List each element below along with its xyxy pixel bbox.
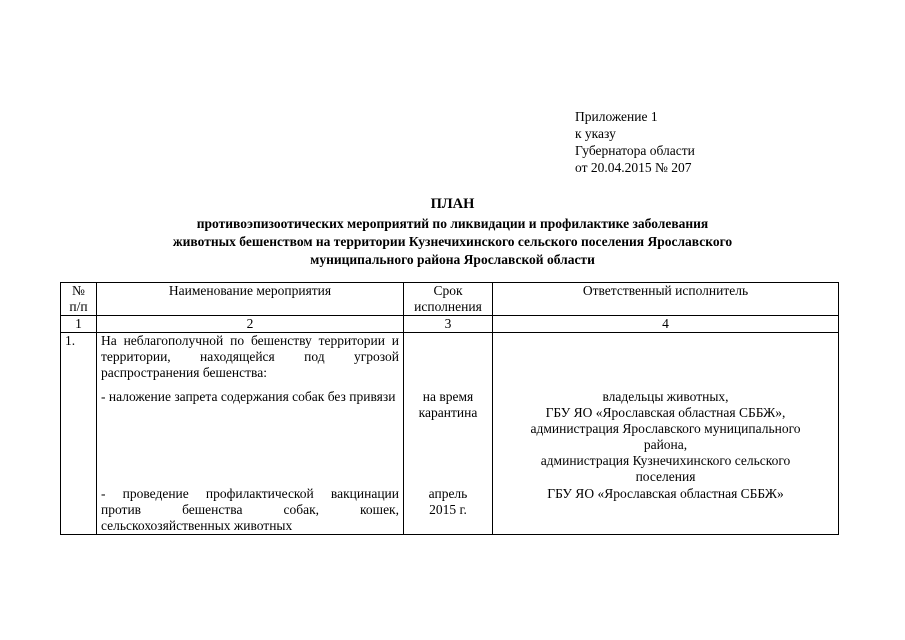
header-term: Срок исполнения (404, 283, 493, 316)
term-text: апрель (428, 486, 468, 501)
term-cell (404, 333, 493, 535)
measure-cell (97, 333, 404, 535)
table-row (61, 333, 839, 535)
document-subtitle-line: муниципального района Ярославской области (310, 252, 595, 267)
measure-intro: На неблагополучной по бешенству территории и территории, находящейся под угрозой распространения бешенства: (101, 333, 399, 380)
appendix-block (575, 108, 695, 176)
appendix-line: к указу (575, 126, 616, 141)
measure-item-vaccination: - проведение профилактической вакцинации против бешенства собак, кошек, сельскохозяйственных животных (101, 486, 399, 533)
executor-cell (493, 333, 839, 535)
index-cell: 4 (493, 316, 839, 333)
executor-text: района, (643, 437, 688, 452)
index-cell: 3 (404, 316, 493, 333)
table-index-row (61, 316, 839, 333)
executor-text: ГБУ ЯО «Ярославская областная СББЖ», (545, 405, 786, 420)
header-executor: Ответственный исполнитель (493, 283, 839, 316)
document-subtitle-line: противоэпизоотических мероприятий по ликвидации и профилактике заболевания (196, 216, 709, 231)
table-header-row (61, 283, 839, 316)
executor-text: ГБУ ЯО «Ярославская областная СББЖ» (547, 486, 784, 501)
index-cell: 2 (97, 316, 404, 333)
document-title-block (0, 195, 905, 269)
executor-text: администрация Кузнечихинского сельского (540, 453, 791, 468)
executor-text: владельцы животных, (602, 389, 729, 404)
appendix-date-line: от 20.04.2015 № 207 (575, 160, 692, 175)
row-number: 1. (61, 333, 97, 535)
executor-text: поселения (635, 469, 696, 484)
plan-table (60, 282, 839, 535)
term-text: на время (422, 389, 474, 404)
document-subtitle-line: животных бешенством на территории Кузнечихинского сельского поселения Ярославского (172, 234, 733, 249)
appendix-line: Приложение 1 (575, 109, 658, 124)
executor-text: администрация Ярославского муниципального (530, 421, 801, 436)
term-text: 2015 г. (429, 502, 467, 517)
index-cell: 1 (61, 316, 97, 333)
header-name: Наименование мероприятия (97, 283, 404, 316)
header-num: № п/п (61, 283, 97, 316)
document-title: ПЛАН (430, 196, 475, 212)
appendix-line: Губернатора области (575, 143, 695, 158)
measure-item-leash: - наложение запрета содержания собак без привязи (101, 389, 396, 404)
term-text: карантина (418, 405, 478, 420)
